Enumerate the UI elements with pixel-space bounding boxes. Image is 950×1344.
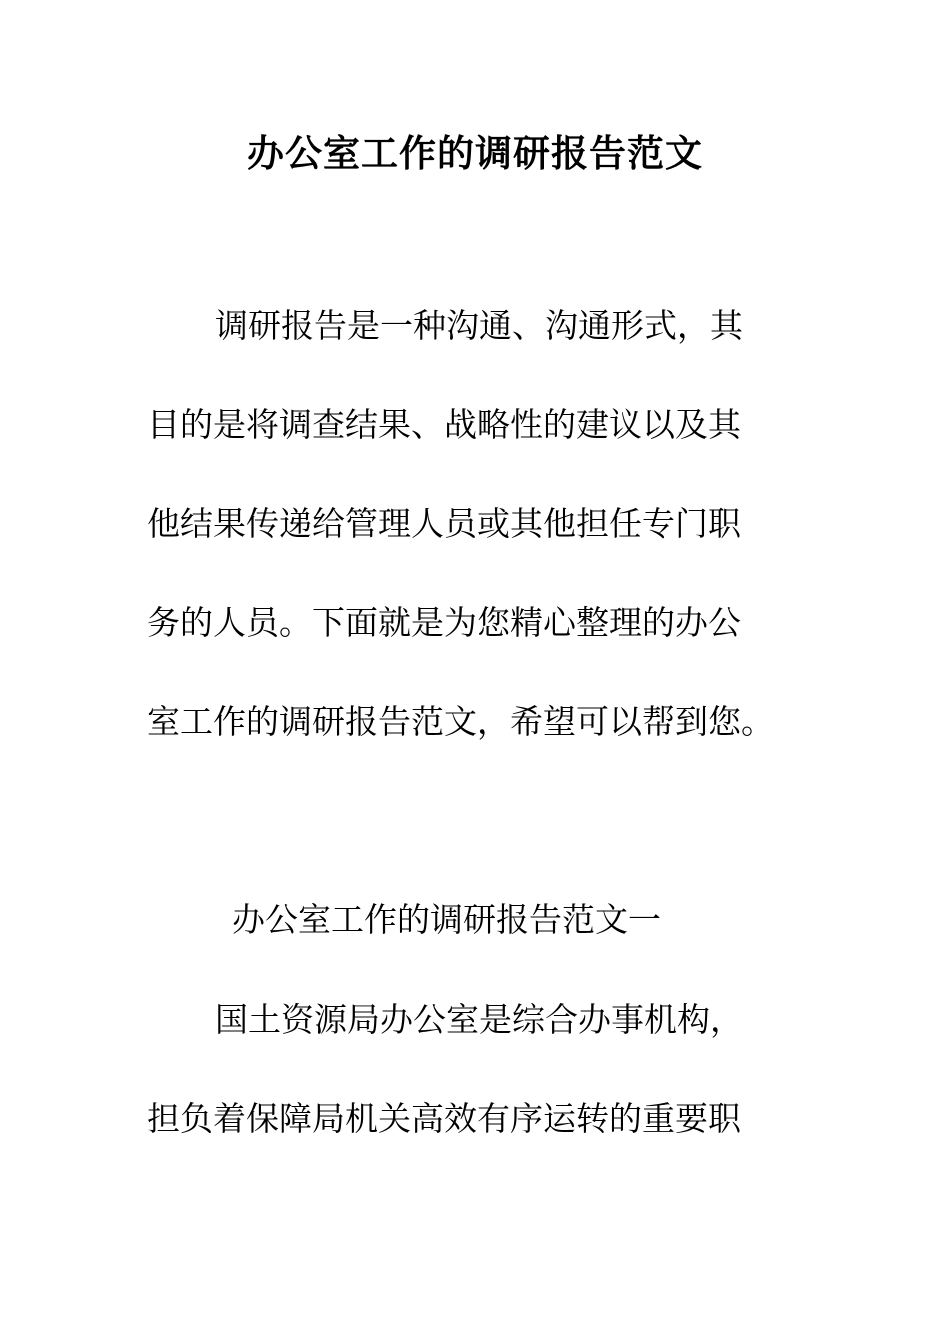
section-heading: 办公室工作的调研报告范文一 [232, 900, 661, 939]
intro-line-2: 目的是将调查结果、战略性的建议以及其 [147, 405, 741, 444]
section-line-2: 担负着保障局机关高效有序运转的重要职 [147, 1099, 741, 1138]
document-title: 办公室工作的调研报告范文 [247, 131, 703, 175]
intro-line-5: 室工作的调研报告范文，希望可以帮到您。 [147, 702, 774, 741]
intro-line-1: 调研报告是一种沟通、沟通形式，其 [215, 306, 743, 345]
intro-line-4: 务的人员。下面就是为您精心整理的办公 [147, 603, 741, 642]
intro-line-3: 他结果传递给管理人员或其他担任专门职 [147, 504, 741, 543]
section-line-1: 国土资源局办公室是综合办事机构， [215, 1000, 743, 1039]
